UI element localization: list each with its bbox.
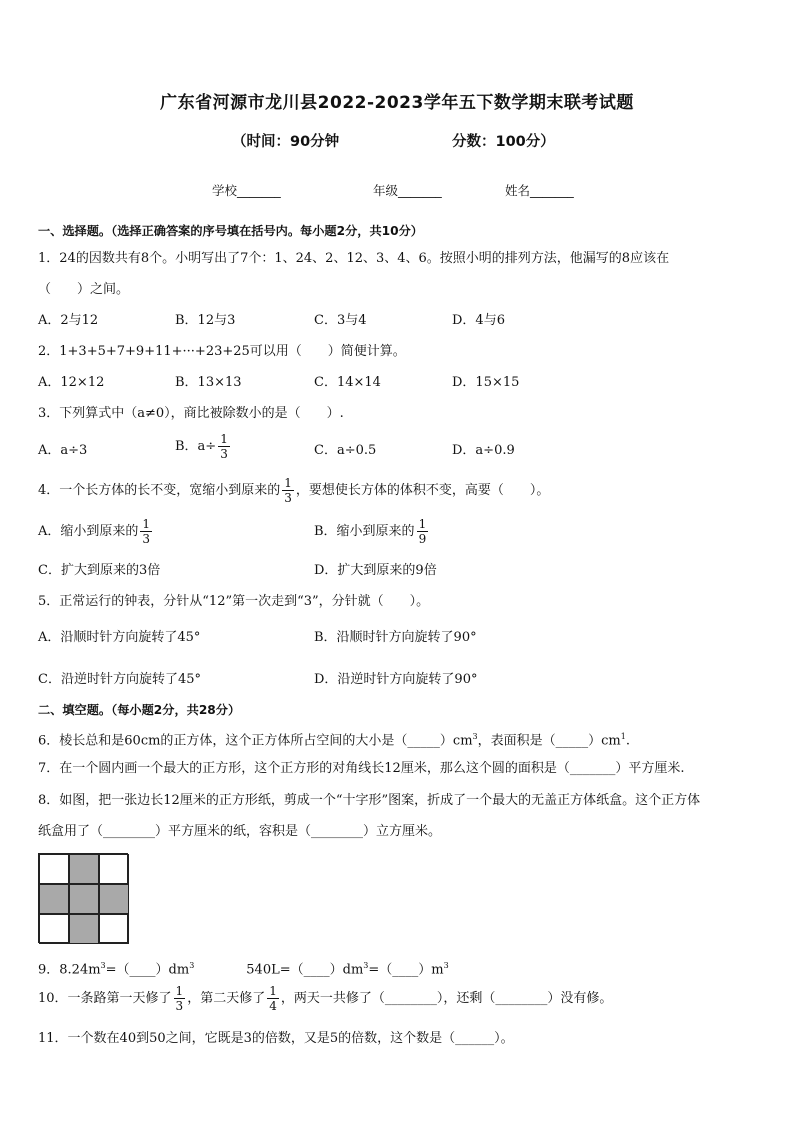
q5-option-d: D．沿逆时针方向旋转了90°	[314, 672, 478, 687]
q3-option-d: D．a÷0.9	[452, 443, 515, 458]
q5-option-a: A．沿顺时针方向旋转了45°	[38, 630, 201, 645]
grid-cell	[39, 854, 69, 884]
question-1-text-cont: （ ）之间。	[38, 282, 130, 297]
question-11-text: 11．一个数在40到50之间，它既是3的倍数，又是5的倍数，这个数是（______）。	[38, 1031, 514, 1046]
q3-option-b: B．a÷ $\frac{1}{3}$	[175, 432, 228, 461]
q4-option-b: B．缩小到原来的 $\frac{1}{9}$	[314, 517, 427, 546]
fraction: $\frac{1}{3}$	[175, 984, 184, 1013]
question-7-text: 7．在一个圆内画一个最大的正方形，这个正方形的对角线长12厘米，那么这个圆的面积是（_______）平方厘米.	[38, 761, 685, 776]
cross-shape-figure	[38, 853, 128, 943]
question-5-text: 5．正常运行的钟表，分针从“12”第一次走到“3”，分针就（ ）。	[38, 594, 430, 609]
question-2-text: 2．1+3+5+7+9+11+···+23+25可以用（ ）简便计算。	[38, 344, 406, 359]
grid-cell	[99, 914, 129, 944]
exam-score: 分数：100分）	[452, 134, 555, 150]
grid-cell-shaded	[99, 884, 129, 914]
question-8-text-cont: 纸盒用了（________）平方厘米的纸，容积是（________）立方厘米。	[38, 824, 442, 839]
q1-option-b: B．12与3	[175, 313, 236, 328]
q4-option-c: C．扩大到原来的3倍	[38, 563, 161, 578]
section-heading-choice: 一、选择题。（选择正确答案的序号填在括号内。每小题2分，共10分）	[38, 224, 423, 238]
q2-option-a: A．12×12	[38, 375, 105, 390]
q1-option-c: C．3与4	[314, 313, 367, 328]
q1-option-a: A．2与12	[38, 313, 99, 328]
page-title: 广东省河源市龙川县2022-2023学年五下数学期末联考试题	[160, 93, 634, 113]
school-field: 学校_______	[212, 183, 281, 198]
grid-cell-shaded	[39, 884, 69, 914]
q2-option-b: B．13×13	[175, 375, 242, 390]
fraction: $\frac{1}{3}$	[284, 476, 292, 505]
q5-option-b: B．沿顺时针方向旋转了90°	[314, 630, 477, 645]
fraction: $\frac{1}{3}$	[220, 432, 228, 461]
grid-cell	[39, 914, 69, 944]
q2-option-c: C．14×14	[314, 375, 381, 390]
grid-cell-shaded	[69, 854, 99, 884]
question-4-text: 4．一个长方体的长不变，宽缩小到原来的 $\frac{1}{3}$ ，要想使长方体的体积不变，高要（ ）。	[38, 476, 550, 505]
grid-cell-shaded	[69, 884, 99, 914]
question-9-text: 9．$8.24m^3=(\_\_\_\_)dm^3$ $540L=(\_\_\_\_)dm^3=(\_\_\_\_)m^3$	[38, 961, 449, 978]
section-heading-fill: 二、填空题。（每小题2分，共28分）	[38, 703, 241, 717]
grade-field: 年级_______	[373, 183, 442, 198]
fraction: $\frac{1}{4}$	[269, 984, 277, 1013]
q5-option-c: C．沿逆时针方向旋转了45°	[38, 672, 201, 687]
exam-time: （时间：90分钟	[232, 134, 340, 150]
question-3-text: 3．下列算式中（a≠0），商比被除数小的是（ ）.	[38, 406, 344, 421]
grid-cell-shaded	[69, 914, 99, 944]
question-1-text: 1．24的因数共有8个。小明写出了7个：1、24、2、12、3、4、6。按照小明的排列方法，他漏写的8应该在	[38, 251, 670, 266]
name-field: 姓名_______	[505, 183, 574, 198]
question-8-text: 8．如图，把一张边长12厘米的正方形纸，剪成一个“十字形”图案，折成了一个最大的无盖正方体纸盒。这个正方体	[38, 793, 701, 808]
q3-option-c: C．a÷0.5	[314, 443, 377, 458]
fraction: $\frac{1}{3}$	[142, 517, 151, 546]
q4-option-d: D．扩大到原来的9倍	[314, 563, 437, 578]
question-6-text: 6．棱长总和是60cm的正方体，这个正方体所占空间的大小是$(\_\_\_\_\_)cm^3$，表面积是$(\_\_\_\_\_)cm^1$.	[38, 732, 630, 749]
question-10-text: 10．一条路第一天修了 $\frac{1}{3}$ ，第二天修了 $\frac{1}{4}$ ，两天一共修了（________），还剩（________）没有修。	[38, 984, 613, 1013]
q3-option-a: A．a÷3	[38, 443, 88, 458]
grid-cell	[99, 854, 129, 884]
q2-option-d: D．15×15	[452, 375, 520, 390]
fraction: $\frac{1}{9}$	[418, 517, 427, 546]
q4-option-a: A．缩小到原来的 $\frac{1}{3}$	[38, 517, 151, 546]
q1-option-d: D．4与6	[452, 313, 505, 328]
